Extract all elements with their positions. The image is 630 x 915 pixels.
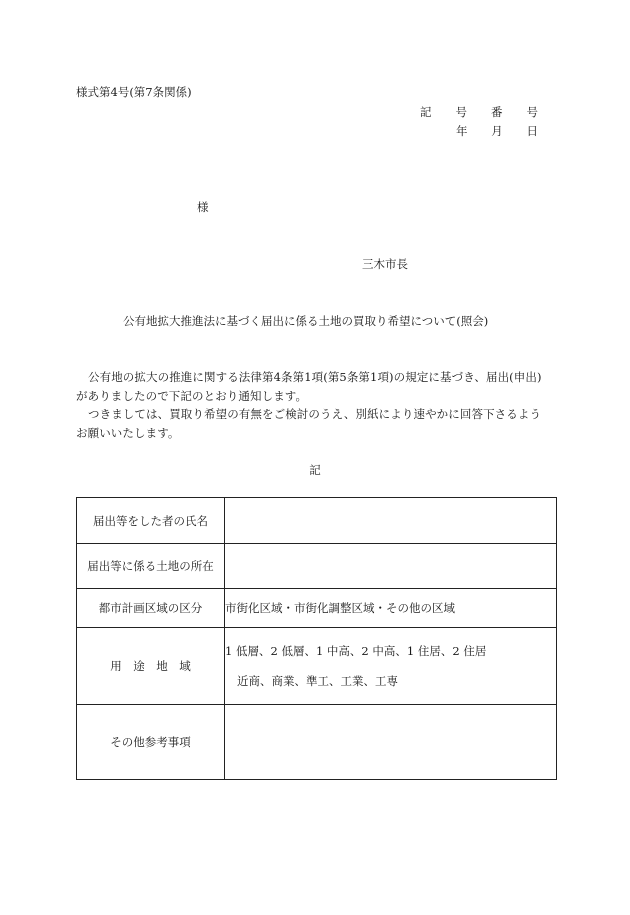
row-label-applicant: 届出等をした者の氏名 <box>77 498 225 544</box>
date-month: 月 <box>491 124 503 138</box>
body-para1-line1: 公有地の拡大の推進に関する法律第4条第1項(第5条第1項)の規定に基づき、届出(申出) <box>88 370 542 384</box>
row-value-applicant <box>225 498 557 544</box>
notice-table <box>76 497 557 780</box>
body-para2-line1: つきましては、買取り希望の有無をご検討のうえ、別紙により速やかに回答下さるよう <box>88 407 542 421</box>
date-day: 日 <box>526 124 538 138</box>
row-value-planning-area: 市街化区域・市街化調整区域・その他の区域 <box>225 589 557 628</box>
sender: 三木市長 <box>362 257 408 271</box>
doc-number-go2: 号 <box>526 105 538 119</box>
table-row <box>77 544 557 589</box>
row-label-land-use: 用 途 地 域 <box>77 628 225 705</box>
row-label-location: 届出等に係る土地の所在 <box>77 544 225 589</box>
row-label-remarks: その他参考事項 <box>77 705 225 780</box>
land-use-line1: 1 低層、2 低層、1 中高、2 中高、1 住居、2 住居 <box>225 644 487 658</box>
document-date <box>456 123 538 139</box>
ki-heading: 記 <box>309 463 321 477</box>
table-row <box>77 705 557 780</box>
doc-number-go: 号 <box>455 105 467 119</box>
body-text <box>76 368 556 442</box>
land-use-line2: 近商、商業、準工、工業、工専 <box>237 674 398 688</box>
document-number <box>420 104 538 120</box>
body-para2-line2: お願いいたします。 <box>76 425 180 440</box>
row-value-land-use <box>225 628 557 705</box>
body-para1-line2: がありましたので下記のとおり通知します。 <box>76 388 308 403</box>
table-row <box>77 498 557 544</box>
row-value-remarks <box>225 705 557 780</box>
addressee-suffix: 様 <box>197 200 209 214</box>
row-value-location <box>225 544 557 589</box>
subject-title: 公有地拡大推進法に基づく届出に係る土地の買取り希望について(照会) <box>123 314 489 328</box>
doc-number-ban: 番 <box>491 105 503 119</box>
row-label-planning-area: 都市計画区域の区分 <box>77 589 225 628</box>
table-row <box>77 628 557 705</box>
doc-number-ki: 記 <box>420 105 432 119</box>
form-number: 様式第4号(第7条関係) <box>76 85 192 99</box>
table-row <box>77 589 557 628</box>
date-year: 年 <box>456 124 468 138</box>
